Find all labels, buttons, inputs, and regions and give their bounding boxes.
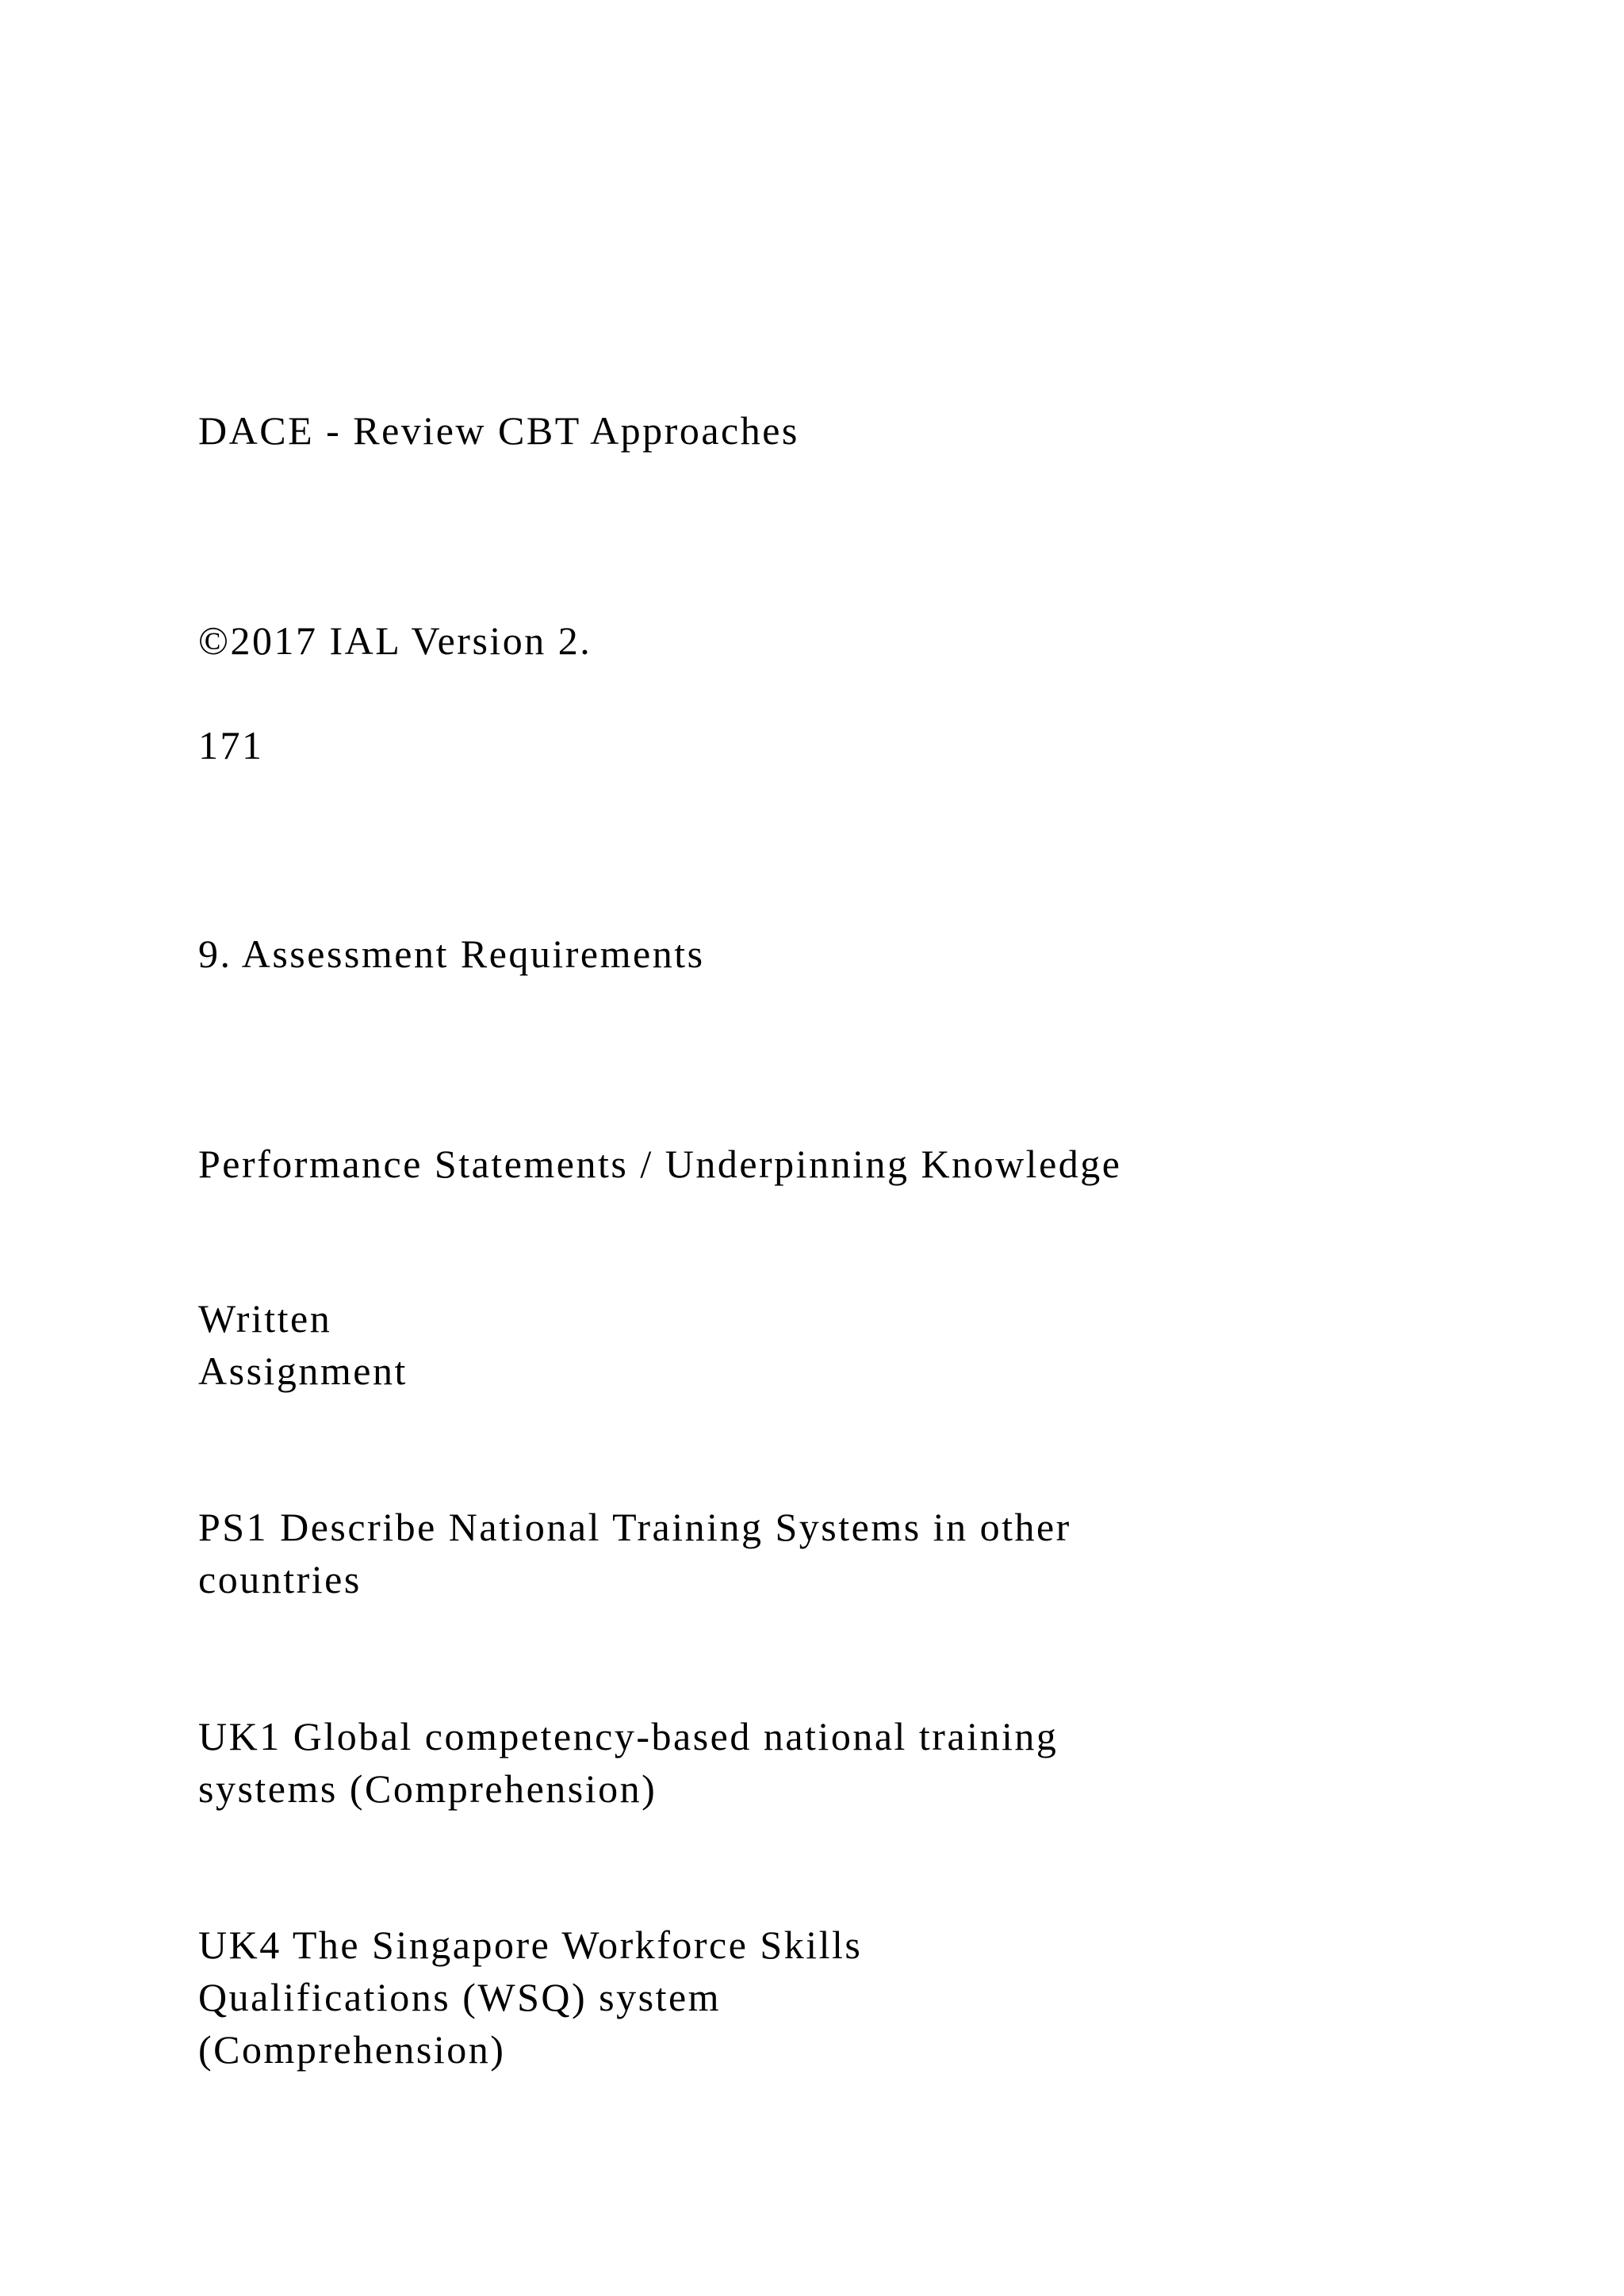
uk4-line-2: Qualifications (WSQ) system: [198, 1975, 722, 2019]
assessment-method-line-1: Written: [198, 1296, 332, 1341]
uk4-line-3: (Comprehension): [198, 2027, 506, 2072]
uk1-line-2: systems (Comprehension): [198, 1766, 657, 1811]
section-heading: 9. Assessment Requirements: [198, 932, 705, 976]
ps1-line-1: PS1 Describe National Training Systems in other: [198, 1505, 1071, 1549]
underpinning-knowledge-uk1: [198, 1710, 1058, 1815]
uk1-line-1: UK1 Global competency-based national training: [198, 1714, 1059, 1758]
table-header: Performance Statements / Underpinning Knowledge: [198, 1142, 1122, 1186]
performance-statement-ps1: [198, 1501, 1071, 1605]
header-title: DACE - Review CBT Approaches: [198, 408, 799, 453]
assessment-method: [198, 1292, 408, 1397]
assessment-method-line-2: Assignment: [198, 1349, 408, 1393]
underpinning-knowledge-uk4: [198, 1919, 862, 2076]
ps1-line-2: countries: [198, 1557, 362, 1601]
copyright-notice: ©2017 IAL Version 2.: [198, 618, 592, 663]
page-number: 171: [198, 723, 264, 767]
uk4-line-1: UK4 The Singapore Workforce Skills: [198, 1923, 863, 1967]
